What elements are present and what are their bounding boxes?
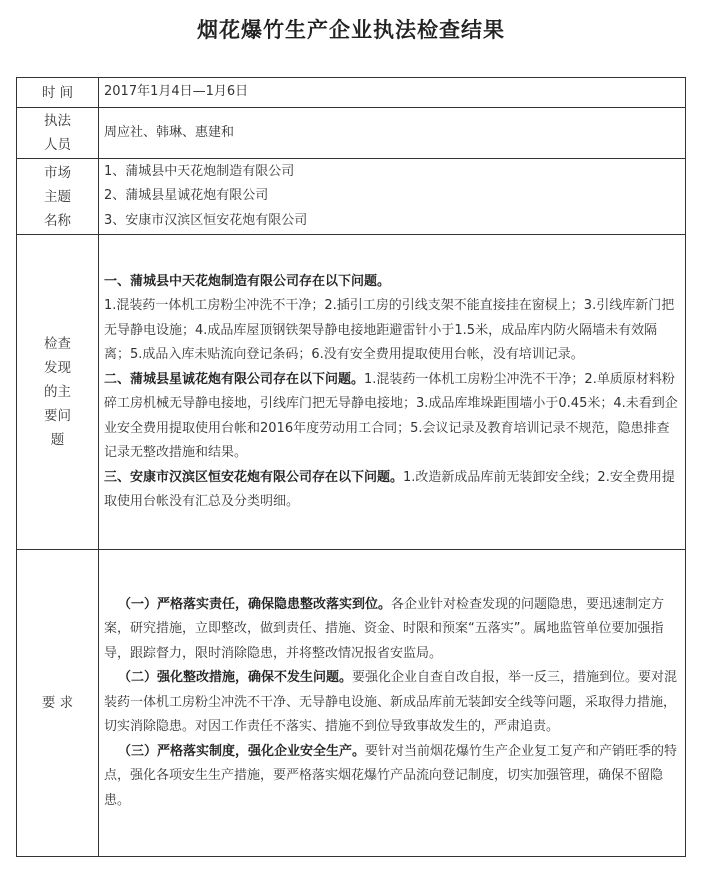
- problems-label-line4: 要问: [44, 408, 71, 424]
- inspectors-label: [17, 108, 99, 159]
- market-item: 2、蒲城县星诚花炮有限公司: [104, 188, 269, 204]
- requirement-3-body: 要针对当前烟花爆竹生产企业复工复产和产销旺季的特点，强化各项安生生产措施，要严格落实烟花爆竹产品流向登记制度，切实加强管理，确保不留隐患。: [104, 743, 678, 808]
- market-label-line3: 名称: [44, 212, 71, 229]
- problem-section-2: [104, 368, 681, 466]
- problem-3-body: 1.改造新成品库前无装卸安全线；2.安全费用提取使用台帐没有汇总及分类明细。: [104, 469, 675, 509]
- problems-label-line5: 题: [50, 432, 65, 448]
- problems-label-line3: 的主: [44, 384, 71, 400]
- time-value: 2017年1月4日—1月6日: [99, 78, 686, 108]
- requirement-section-3: [104, 740, 681, 814]
- market-label-line1: 市场: [44, 164, 71, 181]
- problems-label: [17, 235, 99, 550]
- problem-3-heading: 三、安康市汉滨区恒安花炮有限公司存在以下问题。: [104, 469, 404, 485]
- market-item: 3、安康市汉滨区恒安花炮有限公司: [104, 212, 308, 228]
- problems-label-line1: 检查: [44, 336, 71, 352]
- problem-1-heading: 一、蒲城县中天花炮制造有限公司存在以下问题。: [104, 273, 391, 289]
- inspectors-value: 周应社、韩琳、惠建和: [99, 108, 686, 159]
- problem-2-heading: 二、蒲城县星诚花炮有限公司存在以下问题。: [104, 371, 365, 387]
- problems-value: [99, 235, 686, 550]
- problem-1-body: 1.混装药一体机工房粉尘冲洗不干净；2.插引工房的引线支架不能直接挂在窗棂上；3.引线库新门把无导静电设施；4.成品库屋顶钢铁架导静电接地距避雷针小于1.5米，成品库内防火隔墙未有效隔离；5.成品入库未贴流向登记条码；6.没有安全费用提取使用台帐，没有培训记录。: [104, 298, 675, 362]
- row-requirements: [17, 550, 686, 857]
- problem-section-3: [104, 466, 681, 515]
- requirements-label: 要 求: [17, 550, 99, 857]
- requirement-2-body: 要强化企业自查自改自报，举一反三，措施到位。要对混装药一体机工房粉尘冲洗不干净、无导静电设施、新成品库前无装卸安全线等问题，采取得力措施，切实消除隐患。对因工作责任不落实、措施不到位导致事故发生的，严肃追责。: [104, 670, 678, 735]
- time-label: 时 间: [17, 78, 99, 108]
- requirement-2-heading: （二）强化整改措施，确保不发生问题。: [118, 670, 353, 686]
- requirement-1-body: 各企业针对检查发现的问题隐患，要迅速制定方案，研究措施，立即整改，做到责任、措施、资金、时限和预案“五落实”。属地监管单位要加强指导，跟踪督力，限时消除隐患，并将整改情况报省安监局。: [104, 596, 665, 661]
- row-time: [17, 78, 686, 108]
- inspectors-label-line2: 人员: [44, 137, 71, 153]
- requirement-section-1: [104, 593, 681, 667]
- problems-label-line2: 发现: [44, 360, 71, 376]
- market-label: [17, 159, 99, 235]
- requirement-3-heading: （三）严格落实制度，强化企业安全生产。: [118, 743, 366, 759]
- market-label-line2: 主题: [44, 188, 71, 205]
- market-value: [99, 159, 686, 235]
- row-market: [17, 159, 686, 235]
- requirement-section-2: [104, 666, 681, 740]
- row-inspectors: [17, 108, 686, 159]
- problem-2-body: 1.混装药一体机工房粉尘冲洗不干净；2.单质原材料粉碎工房机械无导静电接地，引线库门把无导静电接地；3.成品库堆垛距围墙小于0.45米；4.未看到企业安全费用提取使用台帐和2016年度劳动用工合同；5.会议记录及教育培训记录不规范，隐患排查记录无整改措施和结果。: [104, 371, 678, 460]
- page-title: 烟花爆竹生产企业执法检查结果: [197, 17, 505, 42]
- market-item: 1、蒲城县中天花炮制造有限公司: [104, 163, 295, 179]
- inspectors-label-line1: 执法: [44, 113, 71, 129]
- inspection-result-table: [16, 77, 686, 857]
- requirement-1-heading: （一）严格落实责任，确保隐患整改落实到位。: [118, 596, 392, 612]
- requirements-value: [99, 550, 686, 857]
- row-problems: [17, 235, 686, 550]
- problem-section-1: [104, 270, 681, 368]
